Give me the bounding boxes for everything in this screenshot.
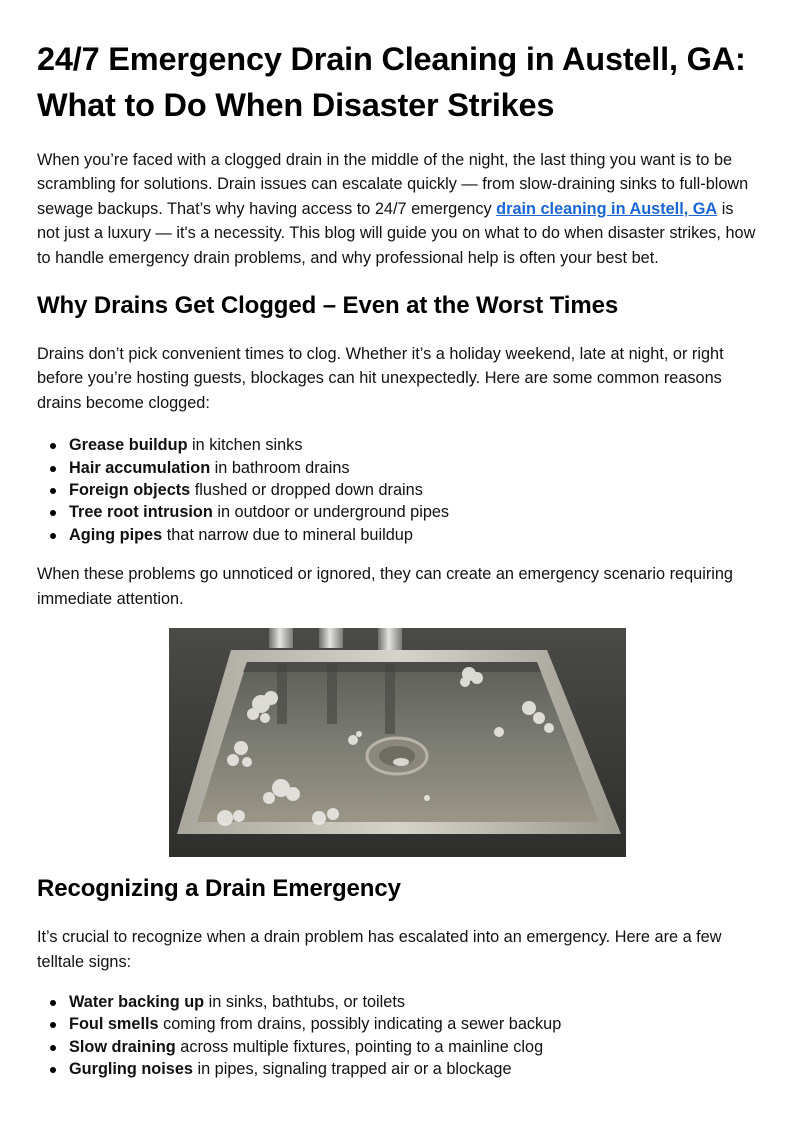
intro-text-before-link: When you’re faced with a clogged drain in the middle of the night, the last thing you want is to be scrambling for solutions. Drain issues can escalate quickly — from slow-draining sinks to full-blown sewage backups. That’s why having access to 24/7 emergency — [37, 151, 749, 218]
list-item-text: flushed or dropped down drains — [190, 481, 423, 500]
list-item — [37, 524, 759, 546]
list-item-text: across multiple fixtures, pointing to a mainline clog — [175, 1037, 544, 1056]
list-item-bold: Tree root intrusion — [69, 503, 213, 522]
clog-reasons-list — [37, 434, 759, 546]
section-heading-recognizing-emergency: Recognizing a Drain Emergency — [37, 875, 401, 903]
list-item — [37, 1013, 759, 1035]
list-item — [37, 434, 759, 456]
list-item — [37, 991, 759, 1013]
intro-paragraph — [37, 148, 759, 270]
clogged-sink-photo — [169, 628, 626, 857]
list-item-text: in pipes, signaling trapped air or a blockage — [192, 1060, 512, 1079]
section1-paragraph: Drains don’t pick convenient times to clog. Whether it’s a holiday weekend, late at night, or right before you’re hosting guests, blockages can hit unexpectedly. Here are some common reasons drains become clogged: — [37, 345, 724, 412]
list-item-bold: Foul smells — [69, 1015, 159, 1034]
list-item — [37, 479, 759, 501]
list-item-bold: Water backing up — [69, 992, 205, 1011]
list-item-text: coming from drains, possibly indicating a sewer backup — [158, 1015, 562, 1034]
list-item-bold: Grease buildup — [69, 436, 188, 455]
list-item-text: that narrow due to mineral buildup — [162, 525, 413, 544]
list-item-text: in sinks, bathtubs, or toilets — [204, 992, 405, 1011]
list-item — [37, 501, 759, 523]
list-item — [37, 457, 759, 479]
section2-paragraph: It’s crucial to recognize when a drain problem has escalated into an emergency. Here are a few telltale signs: — [37, 928, 722, 971]
sink-illustration-icon — [169, 628, 626, 857]
drain-cleaning-austell-link[interactable]: drain cleaning in Austell, GA — [496, 199, 718, 218]
list-item-text: in kitchen sinks — [187, 436, 303, 455]
page-title: 24/7 Emergency Drain Cleaning in Austell, GA: What to Do When Disaster Strikes — [37, 41, 746, 123]
list-item-bold: Aging pipes — [69, 525, 163, 544]
list-item-text: in outdoor or underground pipes — [212, 503, 450, 522]
section-heading-why-drains-clog: Why Drains Get Clogged – Even at the Worst Times — [37, 292, 619, 320]
list-item-bold: Hair accumulation — [69, 458, 211, 477]
emergency-signs-list — [37, 991, 759, 1081]
list-item — [37, 1036, 759, 1058]
section1-closing-paragraph: When these problems go unnoticed or ignored, they can create an emergency scenario requiring immediate attention. — [37, 565, 733, 608]
article — [37, 36, 759, 1081]
list-item-bold: Slow draining — [69, 1037, 176, 1056]
intro-text-after-link: is not just a luxury — it's a necessity. This blog will guide you on what to do when disaster strikes, how to handle emergency drain problems, and why professional help is often your best bet. — [37, 199, 756, 267]
list-item — [37, 1058, 759, 1080]
list-item-bold: Foreign objects — [69, 481, 191, 500]
list-item-text: in bathroom drains — [210, 458, 350, 477]
list-item-bold: Gurgling noises — [69, 1060, 193, 1079]
